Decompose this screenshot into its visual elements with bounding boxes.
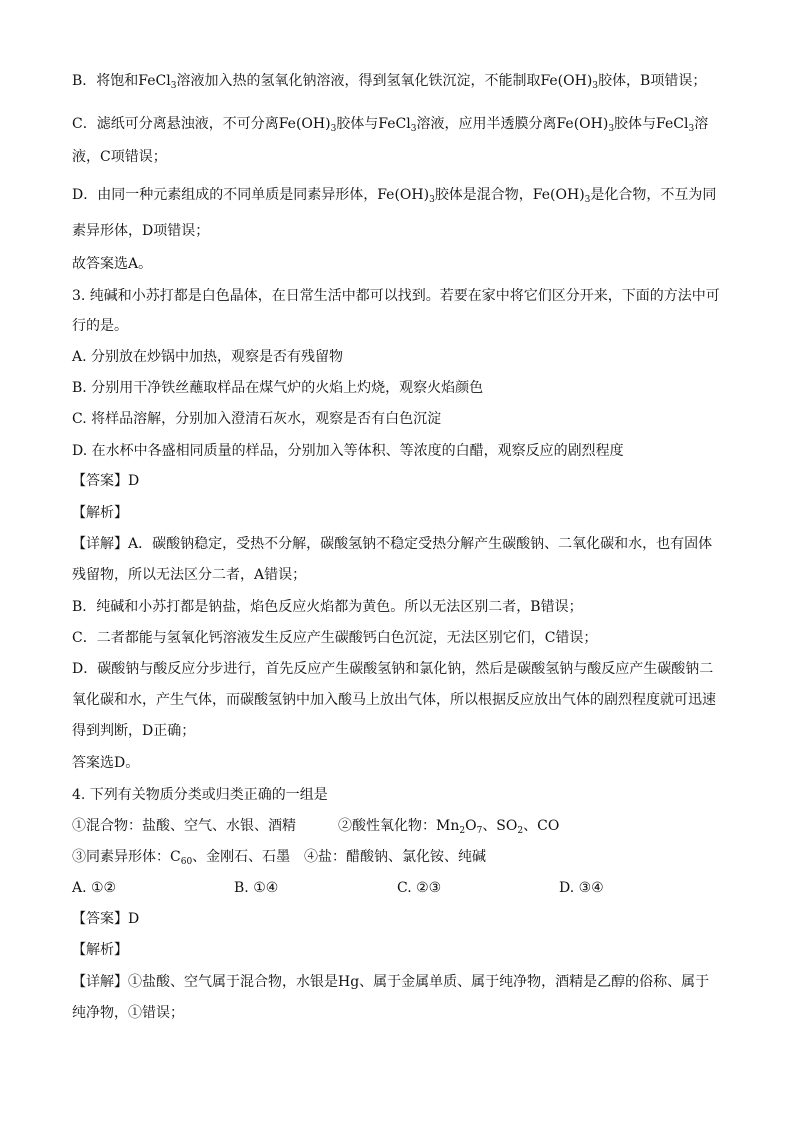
q3-option-c: C. 将样品溶解，分别加入澄清石灰水，观察是否有白色沉淀	[72, 411, 442, 427]
q2-option-d-analysis-line2: 素异形体，D项错误；	[72, 223, 210, 239]
q2-option-c-analysis-line1: C．滤纸可分离悬浊液，不可分离$Fe(OH)_3$胶体与FeCl$_3$溶液，应用半透膜分离$Fe(OH)_3$胶体与FeCl$_3$溶	[72, 116, 709, 134]
q4-detail-line1: 【详解】①盐酸、空气属于混合物，水银是Hg、属于金属单质、属于纯净物，酒精是乙醇的俗称、属于	[72, 974, 710, 990]
q4-choice-c: C. ②③	[397, 880, 442, 896]
q4-detail-line2: 纯净物，①错误；	[72, 1005, 184, 1021]
q3-option-a: A. 分别放在炒锅中加热，观察是否有残留物	[72, 349, 344, 365]
q4-item-4: ④盐：醋酸钠、氯化铵、纯碱	[304, 849, 486, 865]
q3-analysis-heading: 【解析】	[72, 505, 128, 521]
q3-detail-line2: 残留物，所以无法区分二者，A错误；	[72, 567, 307, 583]
q3-detail-line3: B．纯碱和小苏打都是钠盐，焰色反应火焰都为黄色。所以无法区别二者，B错误；	[72, 599, 583, 615]
q3-detail-line6: 氧化碳和水，产生气体，而碳酸氢钠中加入酸马上放出气体，所以根据反应放出气体的剧烈程度就可迅速	[72, 692, 716, 708]
q3-stem-line2: 行的是。	[72, 318, 128, 334]
q4-item-2: ②酸性氧化物：$Mn_2O_7$、$SO_2$、CO	[338, 818, 560, 836]
q3-option-d: D. 在水杯中各盛相同质量的样品，分别加入等体积、等浓度的白醋，观察反应的剧烈程度	[72, 443, 624, 459]
q4-item-3: ③同素异形体：$C_{60}$、金刚石、石墨	[72, 849, 291, 867]
q3-detail-line5: D．碳酸钠与酸反应分步进行，首先反应产生碳酸氢钠和氯化钠，然后是碳酸氢钠与酸反应产生碳酸钠二	[72, 661, 714, 677]
q3-stem-line1: 3. 纯碱和小苏打都是白色晶体，在日常生活中都可以找到。若要在家中将它们区分开来，下面的方法中可	[72, 288, 720, 304]
q4-stem: 4. 下列有关物质分类或归类正确的一组是	[72, 787, 328, 803]
q4-choice-d: D. ③④	[559, 880, 604, 896]
q2-conclusion: 故答案选A。	[72, 256, 153, 272]
q4-choice-a: A. ①②	[72, 880, 117, 896]
q3-detail-line4: C．二者都能与氢氧化钙溶液发生反应产生碳酸钙白色沉淀，无法区别它们，C错误；	[72, 630, 598, 646]
q2-option-c-analysis-line2: 液，C项错误；	[72, 149, 167, 165]
q2-option-d-analysis-line1: D．由同一种元素组成的不同单质是同素异形体，$Fe(OH)_3$胶体是混合物，$Fe(OH)_3$是化合物，不互为同	[72, 187, 717, 205]
q4-item-1: ①混合物：盐酸、空气、水银、酒精	[72, 818, 296, 834]
q3-conclusion: 答案选D。	[72, 755, 140, 771]
q3-detail-line1: 【详解】A．碳酸钠稳定，受热不分解，碳酸氢钠不稳定受热分解产生碳酸钠、二氧化碳和水，也有固体	[72, 536, 713, 552]
q3-answer: 【答案】D	[72, 473, 140, 489]
q3-detail-line7: 得到判断，D正确；	[72, 723, 196, 739]
q4-answer: 【答案】D	[72, 911, 140, 927]
q2-option-b-analysis: B．将饱和FeCl$_3$溶液加入热的氢氧化钠溶液，得到氢氧化铁沉淀，不能制取$Fe(OH)_3$胶体，B项错误；	[72, 73, 707, 91]
q3-option-b: B. 分别用干净铁丝蘸取样品在煤气炉的火焰上灼烧，观察火焰颜色	[72, 380, 484, 396]
q4-choice-b: B. ①④	[234, 880, 279, 896]
q4-analysis-heading: 【解析】	[72, 942, 128, 958]
